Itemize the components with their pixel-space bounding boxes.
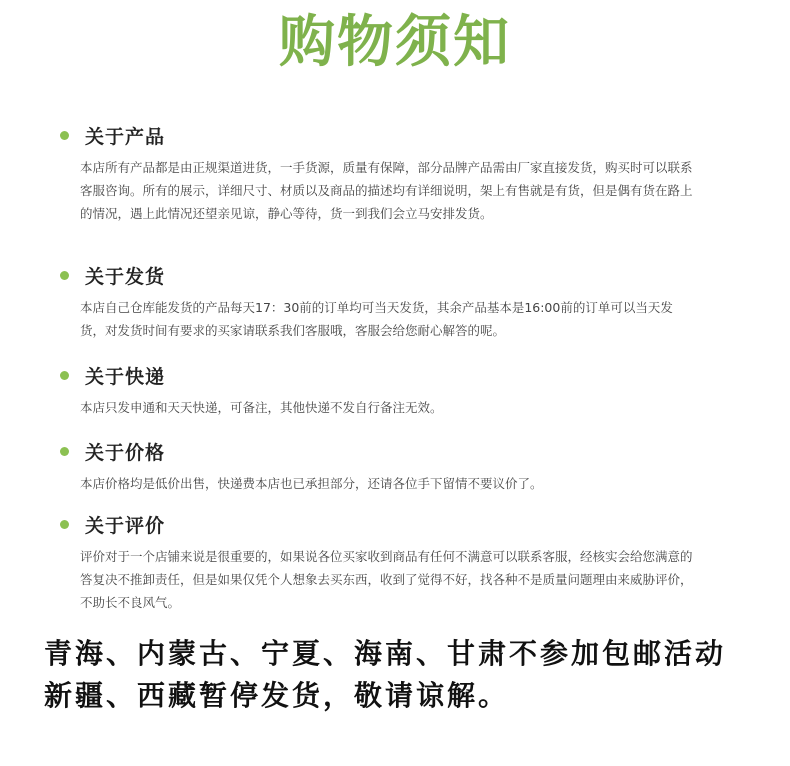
section-body: 本店价格均是低价出售，快递费本店也已承担部分，还请各位手下留情不要议价了。 [80, 476, 543, 491]
shipping-notice-line-1: 青海、内蒙古、宁夏、海南、甘肃不参加包邮活动 [44, 637, 727, 670]
section-body: 本店所有产品都是由正规渠道进货，一手货源，质量有保障，部分品牌产品需由厂家直接发货，购买时可以联系客服咨询。所有的展示，详细尺寸、材质以及商品的描述均有详细说明，架上有售就是有货，但是偶有货在路上的情况，遇上此情况还望亲见谅，静心等待，货一到我们会立马安排发货。 [80, 160, 693, 221]
section-body: 评价对于一个店铺来说是很重要的，如果说各位买家收到商品有任何不满意可以联系客服，经核实会给您满意的答复决不推卸责任，但是如果仅凭个人想象去买东西，收到了觉得不好，找各种不是质量问题理由来威胁评价，不助长不良风气。 [80, 549, 693, 610]
bullet-icon [60, 371, 69, 380]
section-heading: 关于快递 [85, 365, 166, 388]
section-shipping [60, 262, 710, 342]
section-heading: 关于产品 [85, 125, 166, 148]
section-body: 本店只发申通和天天快递，可备注，其他快递不发自行备注无效。 [80, 400, 443, 415]
section-review [60, 511, 710, 614]
shipping-notice-line-2: 新疆、西藏暂停发货，敬请谅解。 [44, 679, 510, 712]
bullet-icon [60, 271, 69, 280]
section-heading: 关于发货 [85, 265, 166, 288]
page-title: 购物须知 [279, 10, 511, 75]
section-heading: 关于价格 [85, 441, 166, 464]
bullet-icon [60, 520, 69, 529]
bullet-icon [60, 131, 69, 140]
section-heading: 关于评价 [85, 514, 166, 537]
bullet-icon [60, 447, 69, 456]
section-courier [60, 362, 710, 419]
section-body: 本店自己仓库能发货的产品每天17：30前的订单均可当天发货，其余产品基本是16:00前的订单可以当天发货，对发货时间有要求的买家请联系我们客服哦，客服会给您耐心解答的呢。 [80, 300, 673, 338]
section-product [60, 122, 710, 225]
section-price [60, 438, 710, 495]
